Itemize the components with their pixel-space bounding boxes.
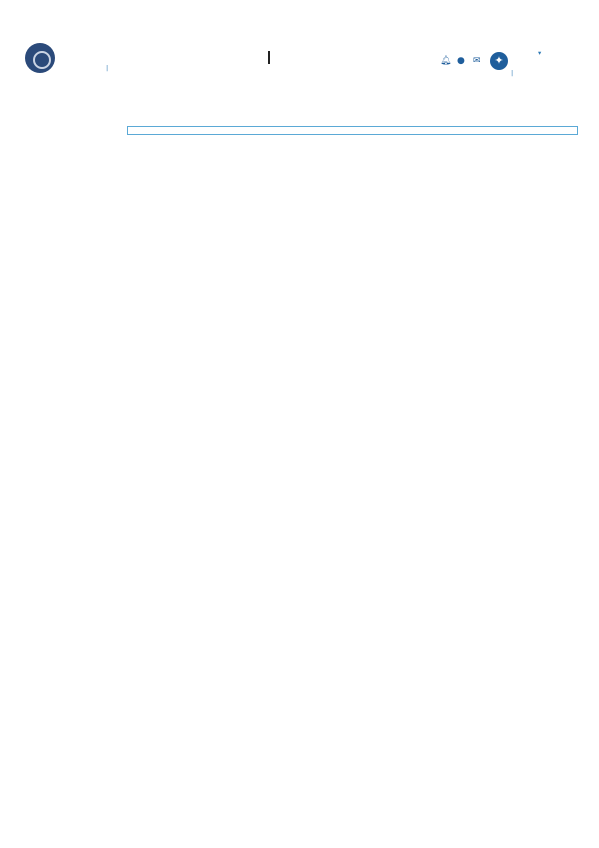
chat-icon[interactable]: ● [457, 56, 465, 66]
quiz-navigation-box [127, 126, 578, 135]
color-strip [20, 86, 580, 89]
chevron-down-icon: ▾ [538, 49, 542, 57]
user-links: | [511, 69, 514, 77]
accessibility-icon[interactable]: ✦ [490, 52, 508, 70]
mail-icon[interactable]: ✉ [473, 56, 481, 66]
user-menu[interactable] [538, 49, 541, 57]
campus-virtual-logo[interactable] [266, 50, 272, 66]
bell-icon[interactable]: 🔔︎ [440, 56, 452, 66]
school-links: | [106, 64, 109, 72]
uma-logo[interactable] [25, 43, 55, 73]
site-header [20, 40, 580, 86]
